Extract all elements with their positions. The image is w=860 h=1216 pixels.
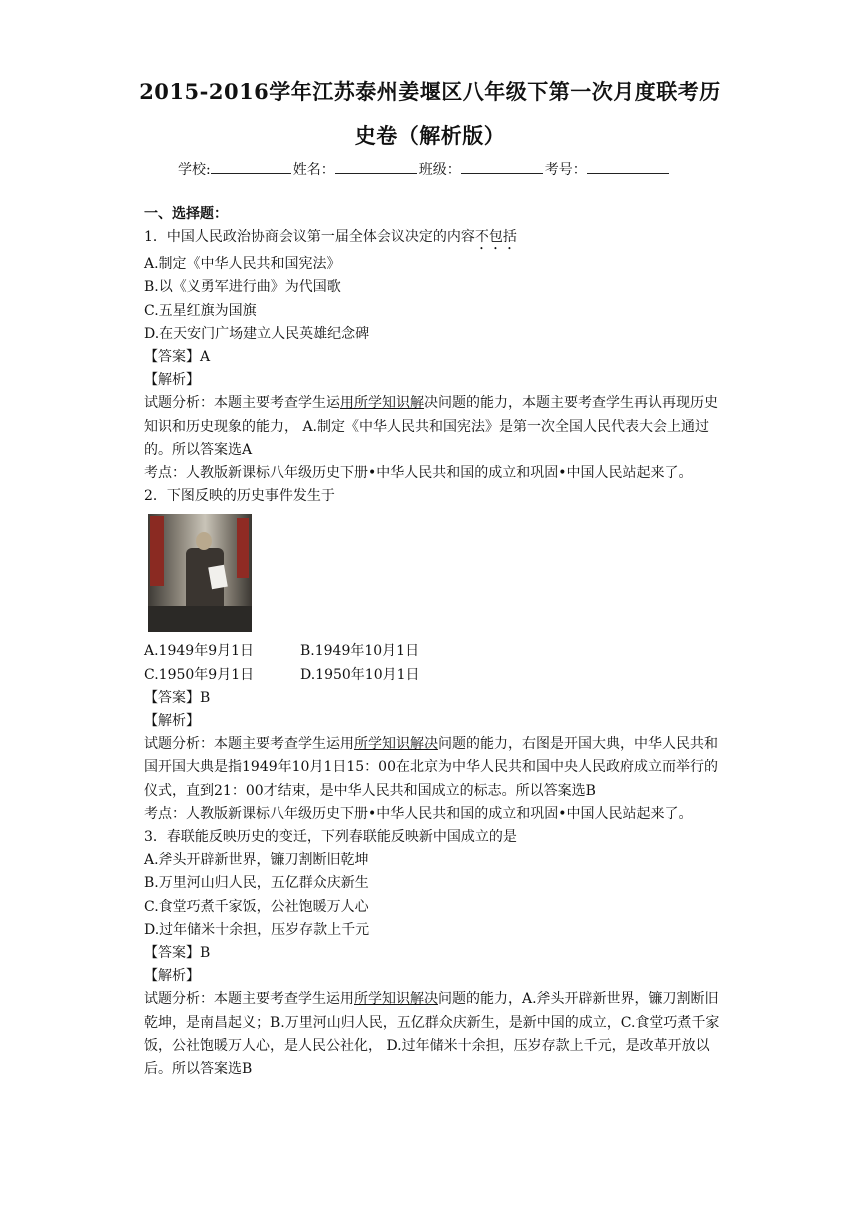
number-label: 考号： <box>544 162 587 178</box>
question-3-option-c: C.食堂巧煮千家饭，公社饱暖万人心 <box>144 898 369 915</box>
question-3-stem: 3．春联能反映历史的变迁，下列春联能反映新中国成立的是 <box>144 829 517 846</box>
question-3-option-a: A.斧头开辟新世界，镰刀割断旧乾坤 <box>144 852 369 869</box>
question-2-option-c: C.1950年9月1日 <box>144 666 255 683</box>
question-1-analysis-underline: 用所学知识解 <box>340 395 424 412</box>
question-3-analysis-underline: 所学知识解决 <box>354 991 438 1008</box>
section-heading: 一、选择题： <box>144 206 228 222</box>
question-2-analysis-text-b: 问题的能力，右图是开国大典，中华人民共和国开国大典是指1949年10月1日15：00在北京为中华人民共和国中央人民政府成立而举行的仪式，直到21：00才结束，是中华人民共和国成立的标志。所以答案选B <box>144 736 718 799</box>
question-2-analysis <box>144 733 724 803</box>
question-2-option-d: D.1950年10月1日 <box>300 666 420 683</box>
doc-title-line1: 2015-2016学年江苏泰州姜堰区八年级下第一次月度联考历 <box>139 79 721 104</box>
question-1-analysis <box>144 392 724 462</box>
question-1-kaodian: 考点：人教版新课标八年级历史下册•中华人民共和国的成立和巩固•中国人民站起来了。 <box>144 465 693 482</box>
number-blank <box>587 161 669 174</box>
student-info-line <box>178 159 671 179</box>
question-1-analysis-label: 【解析】 <box>144 372 200 389</box>
question-2-option-a: A.1949年9月1日 <box>144 643 255 660</box>
question-1-emphasis: 不包括 <box>474 229 517 246</box>
question-1-option-d: D.在天安门广场建立人民英雄纪念碑 <box>144 325 370 342</box>
question-1-stem <box>144 226 724 253</box>
question-3-option-d: D.过年储米十余担，压岁存款上千元 <box>144 921 370 938</box>
question-3-option-b: B.万里河山归人民，五亿群众庆新生 <box>144 875 369 892</box>
school-blank <box>211 161 291 174</box>
question-1-answer: 【答案】A <box>144 349 211 366</box>
question-1-option-c: C.五星红旗为国旗 <box>144 302 257 319</box>
question-2-options-row2 <box>144 664 724 687</box>
question-2-option-b: B.1949年10月1日 <box>300 643 420 660</box>
question-1-analysis-text-a: 试题分析：本题主要考查学生运 <box>144 395 340 412</box>
class-label: 班级： <box>418 162 461 178</box>
name-blank <box>335 161 417 174</box>
question-2-analysis-label: 【解析】 <box>144 713 200 730</box>
question-2-analysis-text-a: 试题分析：本题主要考查学生运用 <box>144 736 354 753</box>
name-label: 姓名： <box>292 162 335 178</box>
question-2-options-row1 <box>144 640 724 663</box>
question-2-kaodian: 考点：人教版新课标八年级历史下册•中华人民共和国的成立和巩固•中国人民站起来了。 <box>144 805 693 822</box>
question-1-analysis-text-b: 决问题的能力，本题主要考查学生再认再现历史知识和历史现象的能力， A.制定《中华人民共和国宪法》是第一次全国人民代表大会上通过的。所以答案选A <box>144 395 718 458</box>
class-blank <box>461 161 543 174</box>
question-2-answer: 【答案】B <box>144 689 211 706</box>
question-3-analysis-label: 【解析】 <box>144 968 200 985</box>
doc-title-line2: 史卷（解析版） <box>354 123 506 148</box>
question-3-analysis <box>144 988 724 1081</box>
question-3-answer: 【答案】B <box>144 945 211 962</box>
question-1-stem-text: 1．中国人民政治协商会议第一届全体会议决定的内容 <box>144 229 475 246</box>
question-1-option-a: A.制定《中华人民共和国宪法》 <box>144 256 341 273</box>
question-3-analysis-text-a: 试题分析：本题主要考查学生运用 <box>144 991 354 1008</box>
founding-ceremony-photo <box>148 514 252 632</box>
school-label: 学校: <box>178 162 211 178</box>
exam-content <box>144 203 724 1081</box>
question-3-analysis-text-b: 问题的能力，A.斧头开辟新世界，镰刀割断旧乾坤，是南昌起义；B.万里河山归人民，五亿群众庆新生，是新中国的成立，C.食堂巧煮千家饭，公社饱暖万人心，是人民公社化， D.过年储米十余担，压岁存款上千元，是改革开放以后。所以答案选B <box>144 991 720 1078</box>
question-1-option-b: B.以《义勇军进行曲》为代国歌 <box>144 279 341 296</box>
question-2-analysis-underline: 所学知识解决 <box>354 736 438 753</box>
question-2-stem: 2．下图反映的历史事件发生于 <box>144 488 335 505</box>
